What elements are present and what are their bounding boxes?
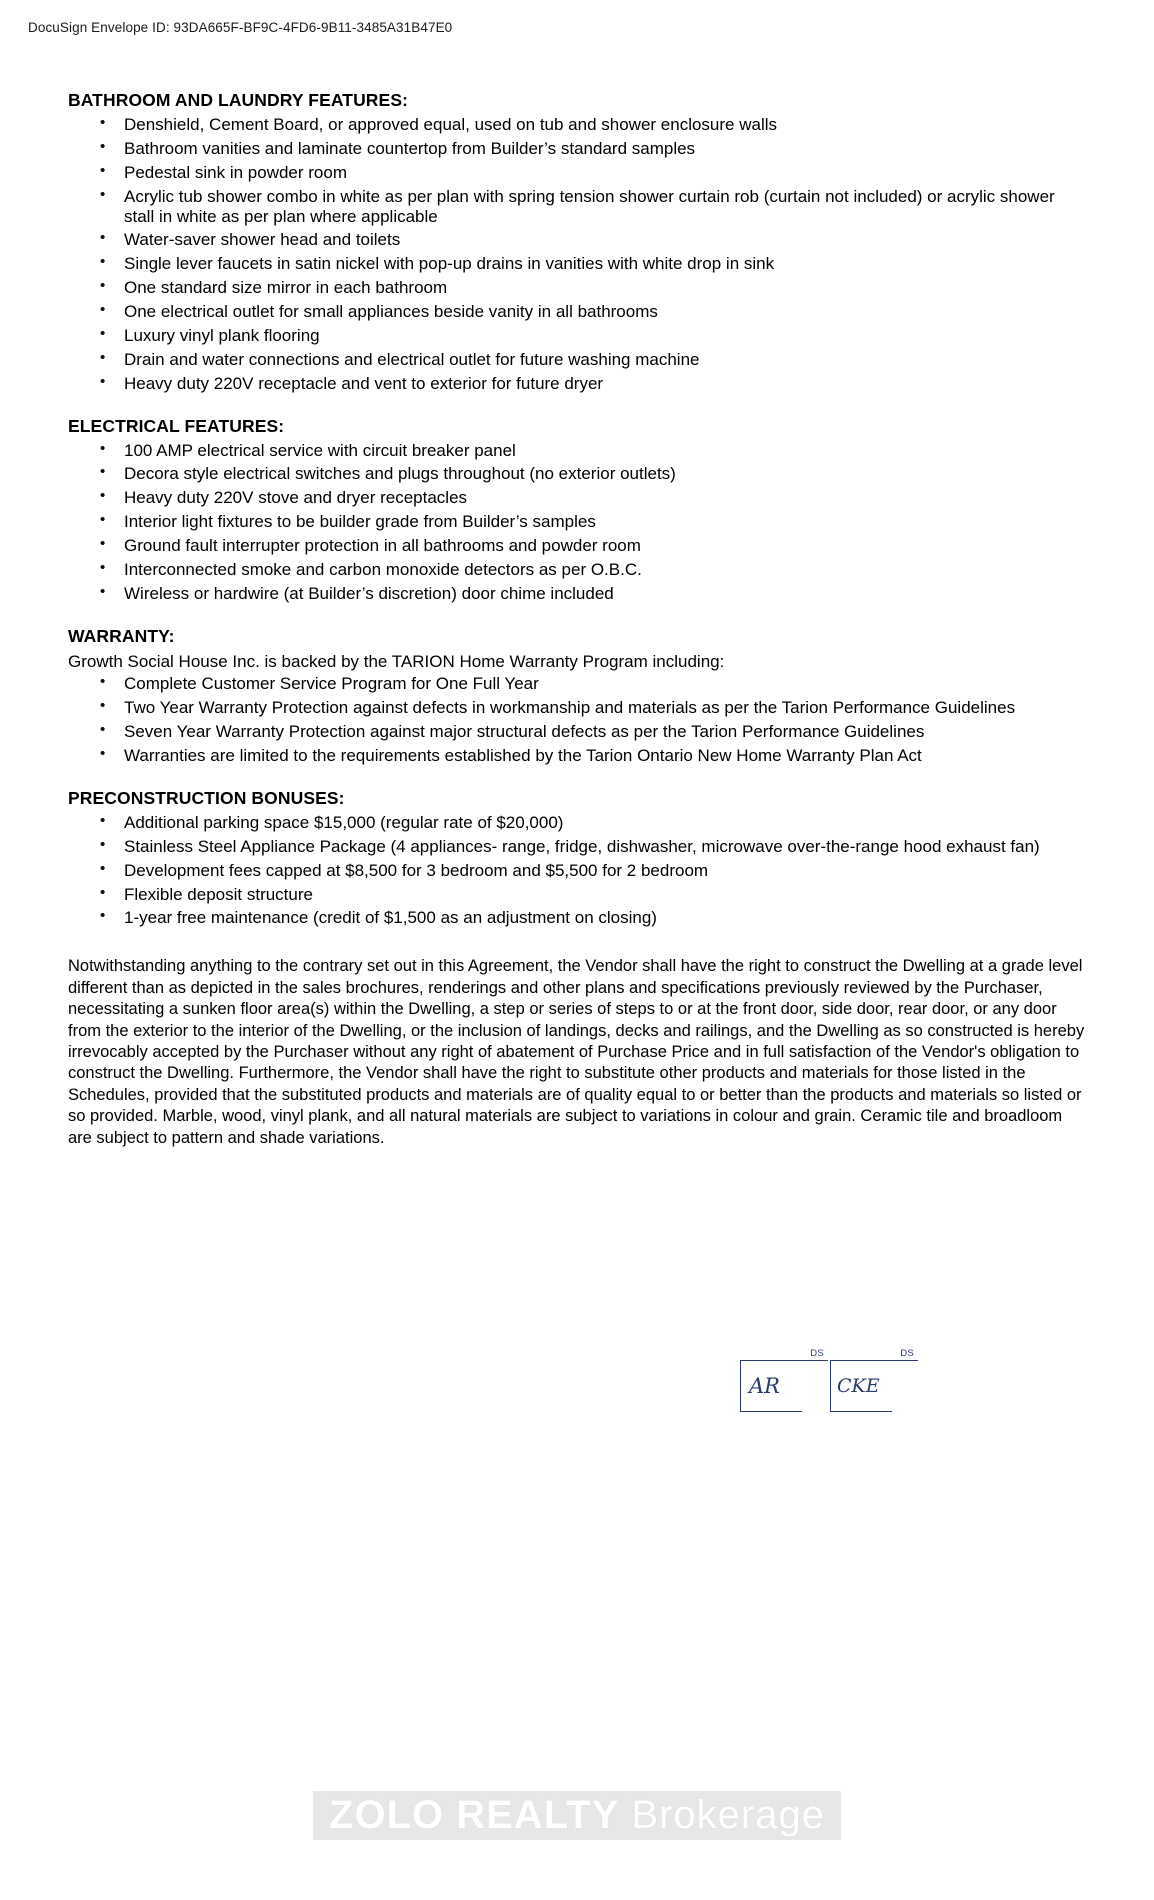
section-bullet-list [68, 674, 1086, 766]
list-item: • Development fees capped at $8,500 for 3 bedroom and $5,500 for 2 bedroom [68, 861, 1086, 881]
signature-area [740, 1348, 940, 1435]
list-item: • Interior light fixtures to be builder grade from Builder’s samples [68, 512, 1086, 532]
list-item: • Flexible deposit structure [68, 885, 1086, 905]
list-item: • Additional parking space $15,000 (regular rate of $20,000) [68, 813, 1086, 833]
section-title: WARRANTY: [68, 625, 175, 646]
section-intro-text: Growth Social House Inc. is backed by the TARION Home Warranty Program including: [68, 651, 725, 671]
section-title: ELECTRICAL FEATURES: [68, 415, 285, 436]
list-item: • Complete Customer Service Program for One Full Year [68, 674, 1086, 694]
docusign-tag-1: DS [810, 1348, 824, 1359]
list-item: • Decora style electrical switches and plugs throughout (no exterior outlets) [68, 464, 1086, 484]
list-item: • Heavy duty 220V receptacle and vent to exterior for future dryer [68, 374, 1086, 394]
section-title: PRECONSTRUCTION BONUSES: [68, 787, 345, 808]
section-bullet-list [68, 441, 1086, 604]
signature-field-2[interactable] [830, 1348, 914, 1412]
section-bullet-list [68, 115, 1086, 394]
list-item: • Interconnected smoke and carbon monoxide detectors as per O.B.C. [68, 560, 1086, 580]
list-item: • Heavy duty 220V stove and dryer receptacles [68, 488, 1086, 508]
list-item: • Denshield, Cement Board, or approved equal, used on tub and shower enclosure walls [68, 115, 1086, 135]
list-item: • Drain and water connections and electrical outlet for future washing machine [68, 350, 1086, 370]
docusign-envelope-id: DocuSign Envelope ID: 93DA665F-BF9C-4FD6-9B11-3485A31B47E0 [28, 20, 453, 35]
signature-initials-1: AR [749, 1374, 780, 1398]
list-item: • Acrylic tub shower combo in white as per plan with spring tension shower curtain rob (curtain not included) or acrylic shower stall in white as per plan where applicable [68, 187, 1086, 227]
list-item: • Warranties are limited to the requirements established by the Tarion Ontario New Home Warranty Plan Act [68, 746, 1086, 766]
watermark-suffix: Brokerage [631, 1793, 825, 1837]
list-item: • Seven Year Warranty Protection against major structural defects as per the Tarion Performance Guidelines [68, 722, 1086, 742]
list-item: • Two Year Warranty Protection against defects in workmanship and materials as per the Tarion Performance Guidelines [68, 698, 1086, 718]
document-content [68, 90, 1086, 1166]
section-bullet-list [68, 813, 1086, 928]
section-warranty [68, 626, 1086, 766]
signature-initials-2: CKE [837, 1375, 880, 1397]
list-item: • Single lever faucets in satin nickel with pop-up drains in vanities with white drop in sink [68, 254, 1086, 274]
docusign-tag-2: DS [900, 1348, 914, 1359]
section-title: BATHROOM AND LAUNDRY FEATURES: [68, 90, 409, 110]
list-item: • One standard size mirror in each bathroom [68, 278, 1086, 298]
signature-field-1[interactable] [740, 1348, 824, 1412]
list-item: • Stainless Steel Appliance Package (4 appliances- range, fridge, dishwasher, microwave over-the-range hood exhaust fan) [68, 837, 1086, 857]
section-electrical-features [68, 416, 1086, 604]
list-item: • One electrical outlet for small appliances beside vanity in all bathrooms [68, 302, 1086, 322]
list-item: • Luxury vinyl plank flooring [68, 326, 1086, 346]
list-item: • Bathroom vanities and laminate countertop from Builder’s standard samples [68, 139, 1086, 159]
list-item: • Pedestal sink in powder room [68, 163, 1086, 183]
list-item: • 100 AMP electrical service with circuit breaker panel [68, 441, 1086, 461]
list-item: • 1-year free maintenance (credit of $1,500 as an adjustment on closing) [68, 908, 1086, 928]
list-item: • Wireless or hardwire (at Builder’s discretion) door chime included [68, 584, 1086, 604]
section-bathroom-and-laundry [68, 90, 1086, 394]
closing-paragraph: Notwithstanding anything to the contrary set out in this Agreement, the Vendor shall have the right to construct the Dwelling at a grade level different than as depicted in the sales brochures, renderings and other plans and specifications previously reviewed by the Purchaser, necessitating a sunken floor area(s) within the Dwelling, a step or series of steps to or at the front door, side door, rear door, or any door from the exterior to the interior of the Dwelling, or the inclusion of landings, decks and railings, and the Dwelling as so constructed is hereby irrevocably accepted by the Purchaser without any right of abatement of Purchase Price and in full satisfaction of the Vendor's obligation to construct the Dwelling. Furthermore, the Vendor shall have the right to substitute other products and materials for those listed in the Schedules, provided that the substituted products and materials are of quality equal to or better than the products and materials so listed or so provided. Marble, wood, vinyl plank, and all natural materials are subject to variations in colour and grain. Ceramic tile and broadloom are subject to pattern and shade variations. [68, 957, 1085, 1147]
watermark-brand: ZOLO REALTY [329, 1793, 620, 1837]
list-item: • Water-saver shower head and toilets [68, 230, 1086, 250]
section-preconstruction-bonuses [68, 788, 1086, 928]
watermark [0, 1791, 1154, 1840]
list-item: • Ground fault interrupter protection in all bathrooms and powder room [68, 536, 1086, 556]
